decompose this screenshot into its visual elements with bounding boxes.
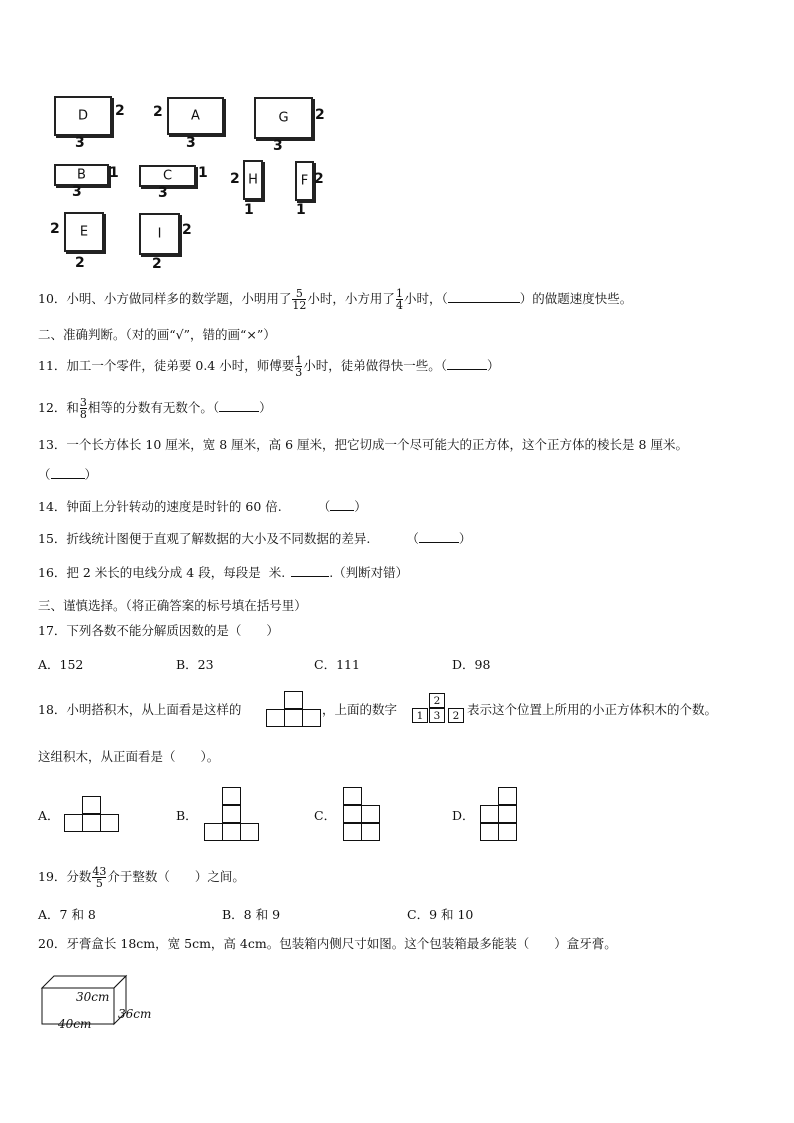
question-15 <box>38 530 471 548</box>
q16-text-c: .（判断对错） <box>329 565 409 580</box>
numerator: 1 <box>295 354 303 367</box>
q15-text-a: 15．折线统计图便于直观了解数据的大小及不同数据的差异. <box>38 531 371 546</box>
rect-letter: F <box>300 173 309 189</box>
box-bottom-label: 40cm <box>58 1017 92 1031</box>
number-cell: 3 <box>429 708 445 723</box>
question-14 <box>38 498 367 516</box>
answer-blank[interactable] <box>291 564 329 577</box>
rect-letter: I <box>157 226 162 242</box>
denominator: 8 <box>79 408 87 421</box>
fraction <box>80 397 87 420</box>
rect-letter: H <box>248 172 258 188</box>
rect-a <box>167 97 224 135</box>
q18-text-d: 这组积木，从正面看是（ ）。 <box>38 749 220 764</box>
q12-text-a: 12．和 <box>38 400 79 415</box>
question-12 <box>38 397 272 420</box>
rect-b <box>54 164 109 186</box>
numerator: 5 <box>295 287 303 300</box>
dim-label: 2 <box>50 221 60 237</box>
q11-text-b: 小时，徒弟做得快一些。（ <box>303 358 447 373</box>
option-c[interactable]: C．111 <box>314 657 360 672</box>
q19-text-a: 19．分数 <box>38 869 92 884</box>
rect-f <box>295 161 314 201</box>
box-side-label: 36cm <box>118 1007 152 1021</box>
dim-label: 1 <box>244 202 254 218</box>
answer-blank[interactable] <box>219 399 259 412</box>
dim-label: 3 <box>273 138 283 154</box>
dim-label: 3 <box>72 184 82 200</box>
q13-text-c: ） <box>84 467 98 482</box>
rect-letter: B <box>77 167 86 183</box>
question-13: 13．一个长方体长 10 厘米，宽 8 厘米，高 6 厘米，把它切成一个尽可能大的正方体，这个正方体的棱长是 8 厘米。 <box>38 437 688 452</box>
dim-label: 2 <box>315 107 325 123</box>
q15-text-c: ） <box>458 531 472 546</box>
q11-text-c: ） <box>487 358 500 373</box>
rect-letter: G <box>278 110 289 126</box>
rect-c <box>139 165 196 187</box>
number-cell: 2 <box>448 708 464 723</box>
q12-text-b: 相等的分数有无数个。（ <box>87 400 220 415</box>
fraction <box>396 288 403 311</box>
dim-label: 3 <box>75 135 85 151</box>
dim-label: 2 <box>75 255 85 271</box>
denominator: 4 <box>395 299 403 312</box>
rect-g <box>254 97 313 139</box>
q14-text-a: 14．钟面上分针转动的速度是时针的 60 倍. <box>38 499 282 514</box>
dim-label: 1 <box>296 202 306 218</box>
box-front-label: 30cm <box>76 990 110 1004</box>
option-d[interactable]: D．98 <box>452 657 491 672</box>
rect-letter: E <box>79 224 89 240</box>
question-20: 20．牙膏盒长 18cm，宽 5cm，高 4cm。包装箱内侧尺寸如图。这个包装箱最多能装（ ）盒牙膏。 <box>38 936 617 951</box>
answer-blank[interactable] <box>330 498 354 511</box>
rect-letter: A <box>191 108 200 124</box>
number-cell: 2 <box>429 693 445 708</box>
option-b[interactable]: B． <box>176 808 198 823</box>
q15-text-b: （ <box>406 531 419 546</box>
question-13-answer <box>38 466 97 484</box>
option-a[interactable]: A．152 <box>38 657 84 672</box>
dim-label: 2 <box>115 103 125 119</box>
rect-e <box>64 212 104 252</box>
rect-d <box>54 96 112 136</box>
q18-text-b: ，上面的数字 <box>322 702 398 717</box>
dim-label: 3 <box>158 185 168 201</box>
question-11 <box>38 355 500 378</box>
option-b[interactable]: B．23 <box>176 657 214 672</box>
rect-h <box>243 160 263 200</box>
q10-text-d: ）的做题速度快些。 <box>519 291 633 306</box>
q10-text-c: 小时，（ <box>403 291 448 306</box>
section-2-heading: 二、准确判断。（对的画“√”，错的画“×”） <box>38 327 276 342</box>
denominator: 3 <box>295 366 303 379</box>
question-17: 17．下列各数不能分解质因数的是（ ） <box>38 623 279 638</box>
numerator: 1 <box>395 287 403 300</box>
dim-label: 3 <box>186 135 196 151</box>
answer-blank[interactable] <box>419 530 459 543</box>
question-10 <box>38 288 632 311</box>
option-c[interactable]: C．9 和 10 <box>407 907 474 922</box>
section-3-heading: 三、谨慎选择。（将正确答案的标号填在括号里） <box>38 598 307 613</box>
q18-text-a: 18．小明搭积木，从上面看是这样的 <box>38 702 242 717</box>
option-c[interactable]: C． <box>314 808 337 823</box>
fraction <box>92 866 106 889</box>
question-16 <box>38 564 408 582</box>
dim-label: 2 <box>314 171 324 187</box>
q16-text-b: 米. <box>268 565 286 580</box>
denominator: 12 <box>292 299 307 312</box>
q13-text-b: （ <box>38 467 51 482</box>
dim-label: 2 <box>152 256 162 272</box>
q10-text-a: 10．小明、小方做同样多的数学题，小明用了 <box>38 291 292 306</box>
numerator: 43 <box>92 865 107 878</box>
q12-text-c: ） <box>259 400 272 415</box>
fraction <box>292 288 306 311</box>
option-b[interactable]: B．8 和 9 <box>222 907 281 922</box>
q19-text-b: 介于整数（ ）之间。 <box>107 869 245 884</box>
q10-text-b: 小时，小方用了 <box>307 291 395 306</box>
dim-label: 1 <box>109 165 119 181</box>
answer-blank[interactable] <box>447 357 487 370</box>
dim-label: 2 <box>182 222 192 238</box>
rect-i <box>139 213 180 255</box>
dim-label: 2 <box>153 104 163 120</box>
q16-text-a: 16．把 2 米长的电线分成 4 段，每段是 <box>38 565 261 580</box>
q14-text-b: （ <box>317 499 331 514</box>
answer-blank[interactable] <box>51 466 85 479</box>
numerator: 3 <box>79 396 87 409</box>
option-a[interactable]: A． <box>38 808 60 823</box>
q18-text-c: 表示这个位置上所用的小正方体积木的个数。 <box>467 702 718 717</box>
answer-blank[interactable] <box>448 290 520 303</box>
dim-label: 1 <box>198 165 208 181</box>
option-d[interactable]: D． <box>452 808 475 823</box>
option-a[interactable]: A．7 和 8 <box>38 907 96 922</box>
dim-label: 2 <box>230 171 240 187</box>
denominator: 5 <box>95 877 103 890</box>
q11-text-a: 11．加工一个零件，徒弟要 0.4 小时，师傅要 <box>38 358 295 373</box>
question-19 <box>38 866 245 889</box>
number-cell: 1 <box>412 708 428 723</box>
q14-text-c: ） <box>354 499 367 514</box>
rect-letter: D <box>77 108 88 124</box>
fraction <box>295 355 302 378</box>
rect-letter: C <box>162 168 173 184</box>
